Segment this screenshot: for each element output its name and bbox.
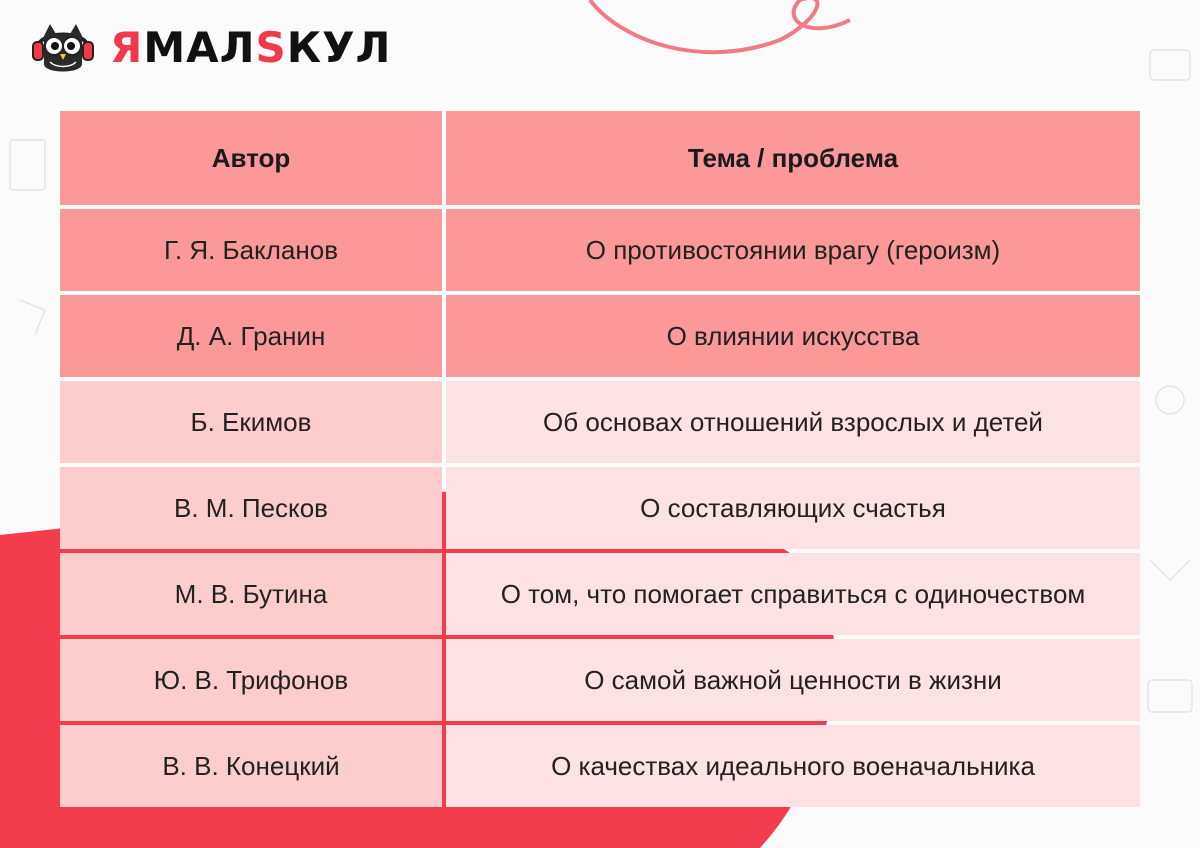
swirl-line bbox=[590, 0, 850, 52]
logo-wordmark: ЯМАЛSКУЛ bbox=[110, 22, 392, 72]
header-author: Автор bbox=[60, 111, 442, 205]
brand-logo[interactable] bbox=[30, 12, 391, 82]
table-row-topic: О влиянии искусства bbox=[446, 295, 1140, 377]
table-row-author: Г. Я. Бакланов bbox=[60, 209, 442, 291]
table-row-topic: О составляющих счастья bbox=[446, 467, 1140, 549]
authors-topics-table bbox=[60, 111, 1140, 807]
table-row-author: Ю. В. Трифонов bbox=[60, 639, 442, 721]
table-row-topic: О противостоянии врагу (героизм) bbox=[446, 209, 1140, 291]
table-row-topic: О самой важной ценности в жизни bbox=[446, 639, 1140, 721]
table-row-topic: О том, что помогает справиться с одиночеством bbox=[446, 553, 1140, 635]
table-row-author: Б. Екимов bbox=[60, 381, 442, 463]
table-row-author: В. М. Песков bbox=[60, 467, 442, 549]
table-row-author: М. В. Бутина bbox=[60, 553, 442, 635]
table-row-topic: Об основах отношений взрослых и детей bbox=[446, 381, 1140, 463]
owl-with-headphones-icon bbox=[30, 14, 96, 80]
table-row-topic: О качествах идеального военачальника bbox=[446, 725, 1140, 807]
table-row-author: Д. А. Гранин bbox=[60, 295, 442, 377]
header-topic: Тема / проблема bbox=[446, 111, 1140, 205]
table-row-author: В. В. Конецкий bbox=[60, 725, 442, 807]
